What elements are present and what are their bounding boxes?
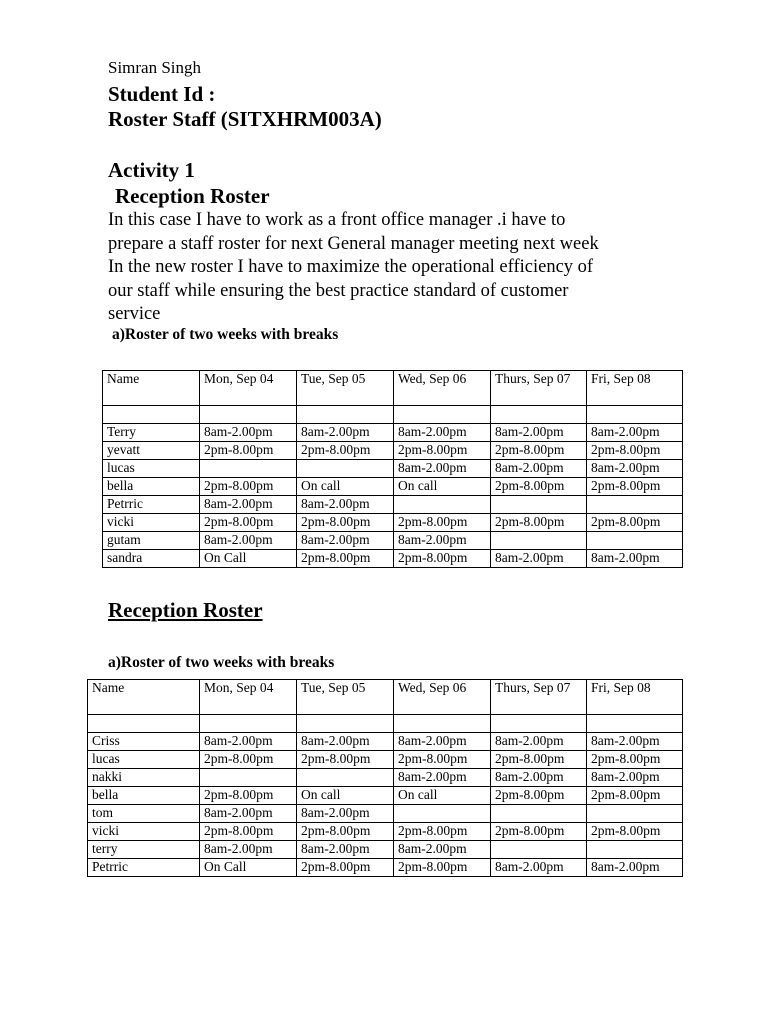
paragraph-line: In the new roster I have to maximize the operational efficiency of: [108, 257, 594, 277]
table-row: [88, 787, 683, 805]
table-cell: [200, 715, 297, 733]
shift-cell: 8am-2.00pm: [394, 841, 491, 859]
table-blank-row: [88, 715, 683, 733]
document-title: Roster Staff (SITXHRM003A): [108, 107, 382, 131]
shift-cell: 8am-2.00pm: [200, 841, 297, 859]
column-header: Fri, Sep 08: [587, 680, 683, 715]
roster2-table: [87, 679, 683, 877]
shift-cell: 2pm-8.00pm: [394, 751, 491, 769]
shift-cell: [587, 841, 683, 859]
shift-cell: 2pm-8.00pm: [587, 751, 683, 769]
student-id-label: Student Id :: [108, 82, 216, 106]
shift-cell: 8am-2.00pm: [200, 424, 297, 442]
shift-cell: 2pm-8.00pm: [200, 823, 297, 841]
column-header: Wed, Sep 06: [394, 371, 491, 406]
column-header: Thurs, Sep 07: [491, 680, 587, 715]
shift-cell: [587, 532, 683, 550]
column-header: Tue, Sep 05: [297, 680, 394, 715]
shift-cell: [587, 496, 683, 514]
staff-name-cell: lucas: [103, 460, 200, 478]
shift-cell: 8am-2.00pm: [394, 460, 491, 478]
column-header: Mon, Sep 04: [200, 371, 297, 406]
shift-cell: 2pm-8.00pm: [297, 442, 394, 460]
shift-cell: 8am-2.00pm: [394, 532, 491, 550]
shift-cell: 8am-2.00pm: [491, 550, 587, 568]
staff-name-cell: tom: [88, 805, 200, 823]
shift-cell: 2pm-8.00pm: [297, 751, 394, 769]
staff-name-cell: Petrric: [88, 859, 200, 877]
table-row: [103, 460, 683, 478]
shift-cell: 8am-2.00pm: [491, 733, 587, 751]
shift-cell: 8am-2.00pm: [587, 424, 683, 442]
table-blank-row: [103, 406, 683, 424]
staff-name-cell: lucas: [88, 751, 200, 769]
shift-cell: 2pm-8.00pm: [297, 550, 394, 568]
shift-cell: 8am-2.00pm: [394, 733, 491, 751]
paragraph-line: prepare a staff roster for next General manager meeting next week: [108, 233, 599, 254]
shift-cell: 2pm-8.00pm: [394, 550, 491, 568]
shift-cell: On call: [394, 787, 491, 805]
table-row: [88, 733, 683, 751]
staff-name-cell: Criss: [88, 733, 200, 751]
activity-title: Activity 1: [108, 158, 195, 182]
author-name: Simran Singh: [108, 58, 202, 77]
staff-name-cell: vicki: [88, 823, 200, 841]
paragraph-line: In this case I have to work as a front office manager .i have to: [108, 210, 566, 230]
table-row: [88, 859, 683, 877]
shift-cell: [394, 496, 491, 514]
shift-cell: 8am-2.00pm: [491, 424, 587, 442]
shift-cell: 2pm-8.00pm: [297, 823, 394, 841]
shift-cell: On call: [297, 787, 394, 805]
shift-cell: 2pm-8.00pm: [394, 823, 491, 841]
shift-cell: 2pm-8.00pm: [491, 514, 587, 532]
shift-cell: On call: [394, 478, 491, 496]
table-row: [103, 424, 683, 442]
shift-cell: [200, 460, 297, 478]
table-cell: [394, 715, 491, 733]
shift-cell: 8am-2.00pm: [297, 532, 394, 550]
roster1-table: [102, 370, 683, 568]
activity-subtitle: Reception Roster: [115, 184, 270, 208]
shift-cell: 2pm-8.00pm: [200, 787, 297, 805]
staff-name-cell: yevatt: [103, 442, 200, 460]
table-row: [103, 478, 683, 496]
table-row: [103, 550, 683, 568]
staff-name-cell: nakki: [88, 769, 200, 787]
shift-cell: [297, 769, 394, 787]
table-header-row: [88, 680, 683, 715]
column-header: Name: [88, 680, 200, 715]
table-cell: [88, 715, 200, 733]
shift-cell: 2pm-8.00pm: [200, 478, 297, 496]
table-row: [88, 823, 683, 841]
paragraph-line: service: [108, 304, 161, 324]
shift-cell: 8am-2.00pm: [200, 805, 297, 823]
column-header: Fri, Sep 08: [587, 371, 683, 406]
shift-cell: [491, 532, 587, 550]
shift-cell: 8am-2.00pm: [491, 460, 587, 478]
shift-cell: 2pm-8.00pm: [394, 442, 491, 460]
shift-cell: 2pm-8.00pm: [394, 514, 491, 532]
shift-cell: [491, 841, 587, 859]
shift-cell: 8am-2.00pm: [394, 769, 491, 787]
shift-cell: [200, 769, 297, 787]
shift-cell: 2pm-8.00pm: [587, 478, 683, 496]
shift-cell: 2pm-8.00pm: [394, 859, 491, 877]
paragraph-line: our staff while ensuring the best practice standard of customer: [108, 280, 569, 301]
staff-name-cell: gutam: [103, 532, 200, 550]
staff-name-cell: terry: [88, 841, 200, 859]
table-header-row: [103, 371, 683, 406]
shift-cell: 8am-2.00pm: [587, 859, 683, 877]
staff-name-cell: vicki: [103, 514, 200, 532]
shift-cell: 2pm-8.00pm: [491, 478, 587, 496]
column-header: Wed, Sep 06: [394, 680, 491, 715]
shift-cell: 8am-2.00pm: [200, 733, 297, 751]
activity-paragraph: [108, 209, 668, 327]
table-row: [103, 532, 683, 550]
table-cell: [587, 406, 683, 424]
table-row: [103, 442, 683, 460]
table-cell: [297, 406, 394, 424]
roster1-caption: a)Roster of two weeks with breaks: [112, 326, 339, 343]
shift-cell: [587, 805, 683, 823]
table-row: [103, 496, 683, 514]
shift-cell: On Call: [200, 550, 297, 568]
column-header: Mon, Sep 04: [200, 680, 297, 715]
shift-cell: 8am-2.00pm: [491, 859, 587, 877]
shift-cell: 2pm-8.00pm: [297, 514, 394, 532]
staff-name-cell: Terry: [103, 424, 200, 442]
staff-name-cell: bella: [103, 478, 200, 496]
shift-cell: 8am-2.00pm: [491, 769, 587, 787]
staff-name-cell: bella: [88, 787, 200, 805]
shift-cell: 8am-2.00pm: [297, 805, 394, 823]
shift-cell: On call: [297, 478, 394, 496]
shift-cell: 2pm-8.00pm: [200, 442, 297, 460]
shift-cell: 8am-2.00pm: [297, 733, 394, 751]
table-cell: [491, 406, 587, 424]
shift-cell: 8am-2.00pm: [297, 424, 394, 442]
shift-cell: 8am-2.00pm: [297, 496, 394, 514]
staff-name-cell: Petrric: [103, 496, 200, 514]
table-cell: [587, 715, 683, 733]
shift-cell: On Call: [200, 859, 297, 877]
table-row: [88, 841, 683, 859]
roster2-caption: a)Roster of two weeks with breaks: [108, 654, 335, 671]
table-cell: [103, 406, 200, 424]
shift-cell: 2pm-8.00pm: [587, 823, 683, 841]
shift-cell: 8am-2.00pm: [587, 550, 683, 568]
column-header: Thurs, Sep 07: [491, 371, 587, 406]
shift-cell: 2pm-8.00pm: [200, 751, 297, 769]
shift-cell: 8am-2.00pm: [394, 424, 491, 442]
shift-cell: 8am-2.00pm: [297, 841, 394, 859]
shift-cell: 8am-2.00pm: [200, 532, 297, 550]
shift-cell: 2pm-8.00pm: [200, 514, 297, 532]
column-header: Tue, Sep 05: [297, 371, 394, 406]
staff-name-cell: sandra: [103, 550, 200, 568]
table-cell: [297, 715, 394, 733]
table-cell: [200, 406, 297, 424]
shift-cell: 8am-2.00pm: [587, 733, 683, 751]
shift-cell: 8am-2.00pm: [587, 460, 683, 478]
table-cell: [491, 715, 587, 733]
shift-cell: [297, 460, 394, 478]
shift-cell: 2pm-8.00pm: [491, 442, 587, 460]
table-row: [103, 514, 683, 532]
shift-cell: [491, 805, 587, 823]
table-cell: [394, 406, 491, 424]
table-row: [88, 751, 683, 769]
shift-cell: 8am-2.00pm: [587, 769, 683, 787]
column-header: Name: [103, 371, 200, 406]
shift-cell: 2pm-8.00pm: [587, 442, 683, 460]
shift-cell: 2pm-8.00pm: [587, 787, 683, 805]
shift-cell: [491, 496, 587, 514]
shift-cell: 2pm-8.00pm: [297, 859, 394, 877]
shift-cell: 2pm-8.00pm: [491, 787, 587, 805]
table-row: [88, 805, 683, 823]
table-row: [88, 769, 683, 787]
shift-cell: 2pm-8.00pm: [587, 514, 683, 532]
shift-cell: 2pm-8.00pm: [491, 823, 587, 841]
shift-cell: 8am-2.00pm: [200, 496, 297, 514]
section2-title: Reception Roster: [108, 598, 263, 622]
shift-cell: 2pm-8.00pm: [491, 751, 587, 769]
shift-cell: [394, 805, 491, 823]
